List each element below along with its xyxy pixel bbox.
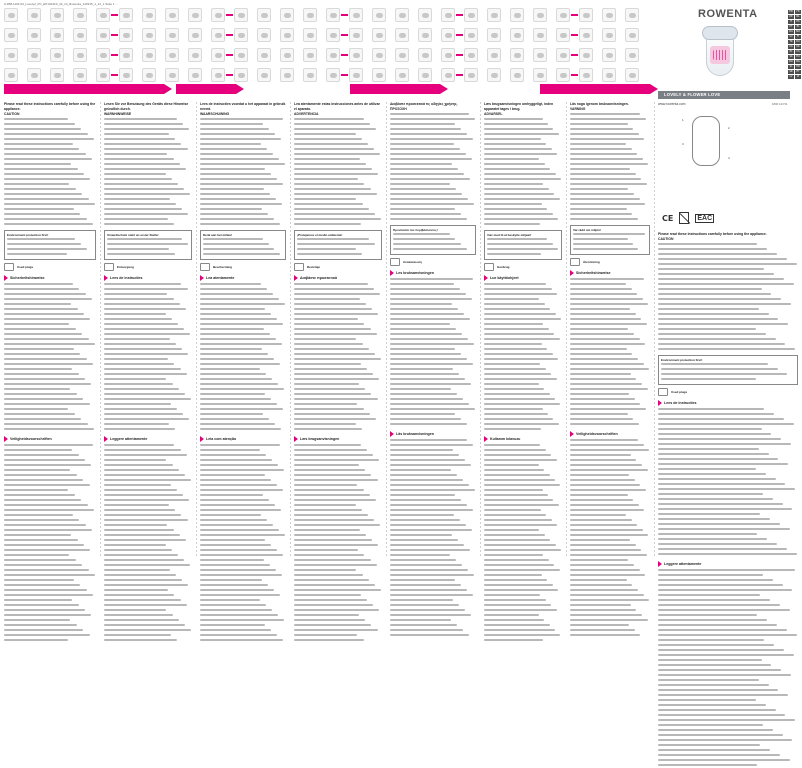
figure-thumbnail bbox=[602, 68, 616, 82]
figure-thumbnail bbox=[464, 68, 478, 82]
figure-arrow bbox=[226, 74, 233, 76]
figure-thumbnail bbox=[441, 8, 455, 22]
caution-label: WARNHINWEISE bbox=[104, 112, 132, 116]
figure-thumbnail bbox=[395, 28, 409, 42]
language-code: EL bbox=[796, 25, 800, 28]
brand-panel bbox=[658, 0, 802, 100]
brand-logo: ROWENTA bbox=[698, 8, 758, 20]
figure-thumbnail bbox=[602, 8, 616, 22]
language-code: LT bbox=[796, 75, 800, 78]
diagram-label: 3 bbox=[682, 142, 684, 146]
figure-thumbnail bbox=[234, 68, 248, 82]
section-heading: Lees de instructies bbox=[104, 275, 192, 281]
figure-thumbnail bbox=[165, 48, 179, 62]
language-code: NL bbox=[796, 15, 800, 18]
figure-arrow bbox=[341, 14, 348, 16]
figure-thumbnail bbox=[27, 8, 41, 22]
icon-caption: Bescherming bbox=[200, 263, 286, 271]
figure-thumbnail bbox=[303, 28, 317, 42]
figure-row bbox=[4, 28, 654, 46]
caution-label: CAUTION bbox=[658, 237, 674, 241]
figure-thumbnail bbox=[372, 28, 386, 42]
column-divider bbox=[480, 102, 481, 557]
product-band bbox=[658, 91, 790, 99]
figure-thumbnail bbox=[4, 48, 18, 62]
figure-thumbnail bbox=[211, 8, 225, 22]
text-column bbox=[658, 232, 798, 566]
figure-thumbnail bbox=[418, 48, 432, 62]
figure-thumbnail bbox=[326, 48, 340, 62]
figure-thumbnail bbox=[625, 8, 639, 22]
figure-arrow bbox=[111, 14, 118, 16]
column-divider bbox=[196, 102, 197, 557]
caution-label: CAUTION bbox=[4, 112, 20, 116]
icon-caption: Entsorgung bbox=[104, 263, 192, 271]
figure-thumbnail bbox=[349, 48, 363, 62]
figure-arrow bbox=[571, 74, 578, 76]
diagram-label: 2 bbox=[728, 126, 730, 130]
section-heading: Sicherheitshinweise bbox=[4, 275, 96, 281]
figure-arrow bbox=[341, 74, 348, 76]
language-code: PT bbox=[789, 25, 793, 28]
figure-thumbnail bbox=[602, 28, 616, 42]
language-code: SR bbox=[789, 70, 793, 73]
figure-thumbnail bbox=[211, 68, 225, 82]
text-column bbox=[390, 102, 476, 557]
website: www.rowenta.com bbox=[658, 102, 686, 106]
diagram-label: 1 bbox=[682, 118, 684, 122]
figure-thumbnail bbox=[418, 68, 432, 82]
figure-thumbnail bbox=[234, 28, 248, 42]
section-heading: Læs brugsanvisningen bbox=[294, 436, 382, 442]
figure-thumbnail bbox=[349, 28, 363, 42]
section-heading: Leia com atenção bbox=[200, 436, 286, 442]
product-name: LOVELY & FLOWER LOVE bbox=[664, 92, 721, 97]
figure-thumbnail bbox=[165, 68, 179, 82]
figure-thumbnail bbox=[625, 68, 639, 82]
environment-box: Vær med til at beskytte miljøet! bbox=[484, 230, 562, 260]
figure-thumbnail bbox=[556, 68, 570, 82]
caution-label: ADVARSEL bbox=[484, 112, 503, 116]
figure-thumbnail bbox=[464, 28, 478, 42]
language-code: FI bbox=[796, 35, 800, 38]
figure-thumbnail bbox=[188, 8, 202, 22]
figure-thumbnail bbox=[326, 8, 340, 22]
figure-arrow bbox=[456, 34, 463, 36]
figure-thumbnail bbox=[119, 48, 133, 62]
figure-thumbnail bbox=[96, 8, 110, 22]
accent-band bbox=[176, 84, 236, 94]
figure-arrow bbox=[111, 74, 118, 76]
figure-thumbnail bbox=[119, 68, 133, 82]
epilator-image bbox=[700, 26, 740, 78]
figure-thumbnail bbox=[119, 28, 133, 42]
figure-thumbnail bbox=[96, 48, 110, 62]
icon-caption: Used plugs bbox=[4, 263, 96, 271]
section-heading: Lea atentamente bbox=[200, 275, 286, 281]
figure-thumbnail bbox=[257, 28, 271, 42]
language-code: RO bbox=[789, 60, 793, 63]
caution-label: ΠΡΟΣΟΧΗ bbox=[390, 107, 407, 111]
eac-mark: EAC bbox=[697, 214, 713, 222]
figure-thumbnail bbox=[50, 48, 64, 62]
figure-thumbnail bbox=[119, 8, 133, 22]
figure-thumbnail bbox=[50, 28, 64, 42]
figure-thumbnail bbox=[257, 48, 271, 62]
figure-thumbnail bbox=[326, 68, 340, 82]
figure-thumbnail bbox=[510, 68, 524, 82]
language-code: SL bbox=[789, 65, 793, 68]
environment-box: Environment protection first! bbox=[4, 230, 96, 260]
figure-thumbnail bbox=[211, 48, 225, 62]
figure-arrow bbox=[456, 14, 463, 16]
language-grid bbox=[788, 10, 802, 80]
language-code: HR bbox=[796, 65, 800, 68]
language-code: ET bbox=[796, 70, 800, 73]
figure-thumbnail bbox=[165, 28, 179, 42]
column-divider bbox=[566, 102, 567, 557]
figure-thumbnail bbox=[625, 48, 639, 62]
weee-bin-icon bbox=[679, 212, 689, 224]
figure-thumbnail bbox=[579, 8, 593, 22]
figure-thumbnail bbox=[533, 28, 547, 42]
column-divider bbox=[100, 102, 101, 557]
figure-thumbnail bbox=[27, 68, 41, 82]
figure-arrow bbox=[111, 34, 118, 36]
figure-arrow bbox=[456, 54, 463, 56]
figure-thumbnail bbox=[257, 8, 271, 22]
environment-box: Προστασία του περιβάλλοντος! bbox=[390, 225, 476, 255]
icon-caption: Genbrug bbox=[484, 263, 562, 271]
text-column bbox=[294, 102, 382, 557]
environment-box: Environment protection first! bbox=[658, 355, 798, 385]
figure-thumbnail bbox=[4, 8, 18, 22]
figure-thumbnail bbox=[96, 28, 110, 42]
language-code: LV bbox=[789, 75, 793, 78]
figure-thumbnail bbox=[211, 28, 225, 42]
figure-thumbnail bbox=[142, 68, 156, 82]
figure-thumbnail bbox=[395, 68, 409, 82]
accent-band bbox=[350, 84, 440, 94]
icon-caption: Reciclaje bbox=[294, 263, 382, 271]
language-code: HU bbox=[796, 55, 800, 58]
figure-strip bbox=[4, 8, 654, 90]
figure-thumbnail bbox=[510, 48, 524, 62]
column-heading: Læs brugsanvisningen omhyggeligt, inden apparatet tages i brug. bbox=[484, 102, 554, 111]
caution-label: VARNING bbox=[570, 107, 586, 111]
environment-box: Denk aan het milieu! bbox=[200, 230, 286, 260]
figure-thumbnail bbox=[142, 28, 156, 42]
figure-arrow bbox=[571, 14, 578, 16]
column-divider bbox=[386, 102, 387, 557]
section-heading: Veiligheidsvoorschriften bbox=[4, 436, 96, 442]
figure-thumbnail bbox=[73, 48, 87, 62]
figure-thumbnail bbox=[303, 68, 317, 82]
language-code: TR bbox=[789, 40, 793, 43]
figure-thumbnail bbox=[142, 8, 156, 22]
figure-thumbnail bbox=[165, 8, 179, 22]
figure-thumbnail bbox=[602, 48, 616, 62]
caution-label: WAARSCHUWING bbox=[200, 112, 230, 116]
caution-label: ADVERTENCIA bbox=[294, 112, 319, 116]
figure-thumbnail bbox=[395, 8, 409, 22]
figure-thumbnail bbox=[510, 28, 524, 42]
figure-thumbnail bbox=[73, 28, 87, 42]
environment-box: Var rädd om miljön! bbox=[570, 225, 650, 255]
figure-thumbnail bbox=[464, 48, 478, 62]
section-heading: Leggere attentamente bbox=[658, 561, 798, 567]
language-code: IT bbox=[789, 20, 793, 23]
column-heading: Lea atentamente estas instrucciones antes de utilizar el aparato. bbox=[294, 102, 380, 111]
icon-caption: Återvinning bbox=[570, 258, 650, 266]
section-heading: Leggere attentamente bbox=[104, 436, 192, 442]
figure-thumbnail bbox=[441, 28, 455, 42]
ce-mark: CE bbox=[662, 213, 674, 223]
column-heading: Lees de instructies voordat u het apparaat in gebruik neemt. bbox=[200, 102, 286, 111]
figure-thumbnail bbox=[349, 68, 363, 82]
column-heading: Läs noga igenom bruksanvisningen. bbox=[570, 102, 629, 106]
figure-arrow bbox=[341, 54, 348, 56]
figure-thumbnail bbox=[73, 68, 87, 82]
figure-thumbnail bbox=[510, 8, 524, 22]
figure-thumbnail bbox=[349, 8, 363, 22]
figure-thumbnail bbox=[96, 68, 110, 82]
figure-thumbnail bbox=[579, 68, 593, 82]
parts-diagram bbox=[678, 112, 740, 170]
figure-thumbnail bbox=[441, 48, 455, 62]
figure-thumbnail bbox=[303, 48, 317, 62]
figure-thumbnail bbox=[4, 28, 18, 42]
figure-thumbnail bbox=[556, 48, 570, 62]
figure-thumbnail bbox=[533, 48, 547, 62]
language-code: NO bbox=[796, 30, 800, 33]
figure-thumbnail bbox=[372, 68, 386, 82]
text-column bbox=[200, 102, 286, 557]
figure-thumbnail bbox=[372, 48, 386, 62]
figure-thumbnail bbox=[50, 68, 64, 82]
text-column bbox=[570, 102, 650, 557]
figure-thumbnail bbox=[303, 8, 317, 22]
figure-arrow bbox=[571, 34, 578, 36]
figure-arrow bbox=[341, 34, 348, 36]
figure-thumbnail bbox=[487, 8, 501, 22]
figure-thumbnail bbox=[50, 8, 64, 22]
figure-thumbnail bbox=[73, 8, 87, 22]
language-code: KK bbox=[796, 45, 800, 48]
section-heading: Διαβάστε προσεκτικά bbox=[294, 275, 382, 281]
figure-thumbnail bbox=[441, 68, 455, 82]
column-divider bbox=[290, 102, 291, 557]
figure-thumbnail bbox=[625, 28, 639, 42]
figure-arrow bbox=[226, 34, 233, 36]
figure-arrow bbox=[571, 54, 578, 56]
figure-thumbnail bbox=[188, 48, 202, 62]
language-code: BG bbox=[796, 60, 800, 63]
text-column bbox=[4, 102, 96, 557]
figure-thumbnail bbox=[280, 68, 294, 82]
figure-thumbnail bbox=[188, 28, 202, 42]
figure-arrow bbox=[226, 14, 233, 16]
section-heading: Lees de instructies bbox=[658, 400, 798, 406]
environment-box: Umweltschutz steht an erster Stelle! bbox=[104, 230, 192, 260]
figure-thumbnail bbox=[464, 8, 478, 22]
figure-thumbnail bbox=[326, 28, 340, 42]
language-code: ES bbox=[796, 20, 800, 23]
figure-arrow bbox=[226, 54, 233, 56]
language-code: DE bbox=[789, 15, 793, 18]
file-header: 0-1B8-1104-03_Lovely2_PC_EP1024F0_32_14_Rowenta_1d0315_1_12_1 Seite 1 ... bbox=[4, 2, 118, 6]
figure-thumbnail bbox=[487, 28, 501, 42]
column-heading: Please read these instructions carefully before using the appliance. bbox=[4, 102, 96, 111]
language-code: RU bbox=[796, 40, 800, 43]
figure-thumbnail bbox=[234, 8, 248, 22]
figure-row bbox=[4, 48, 654, 66]
figure-thumbnail bbox=[4, 68, 18, 82]
language-code: UK bbox=[789, 45, 793, 48]
diagram-label: 4 bbox=[728, 156, 730, 160]
language-code: SK bbox=[789, 55, 793, 58]
figure-thumbnail bbox=[27, 48, 41, 62]
accent-band bbox=[4, 84, 164, 94]
icon-caption: Ανακύκλωση bbox=[390, 258, 476, 266]
text-column bbox=[484, 102, 562, 557]
figure-row bbox=[4, 8, 654, 26]
certification-marks bbox=[662, 212, 714, 224]
figure-thumbnail bbox=[142, 48, 156, 62]
icon-caption: Used plugs bbox=[658, 388, 798, 396]
column-heading: Διαβάστε προσεκτικά τις οδηγίες χρήσης. bbox=[390, 102, 458, 106]
accent-band bbox=[540, 84, 650, 94]
figure-thumbnail bbox=[280, 8, 294, 22]
figure-thumbnail bbox=[418, 8, 432, 22]
figure-thumbnail bbox=[257, 68, 271, 82]
figure-thumbnail bbox=[579, 48, 593, 62]
figure-arrow bbox=[111, 54, 118, 56]
figure-thumbnail bbox=[487, 48, 501, 62]
column-heading: Lesen Sie vor Benutzung des Geräts diese Hinweise gründlich durch. bbox=[104, 102, 189, 111]
section-heading: Lue käyttöohjeet bbox=[484, 275, 562, 281]
text-column bbox=[104, 102, 192, 557]
section-heading: Veiligheidsvoorschriften bbox=[570, 431, 650, 437]
figure-thumbnail bbox=[188, 68, 202, 82]
language-code: DA bbox=[789, 30, 793, 33]
figure-thumbnail bbox=[533, 8, 547, 22]
figure-arrow bbox=[456, 74, 463, 76]
figure-thumbnail bbox=[579, 28, 593, 42]
figure-thumbnail bbox=[395, 48, 409, 62]
language-code: EN bbox=[789, 10, 793, 13]
section-heading: Läs bruksanvisningen bbox=[390, 431, 476, 437]
reference-number: 1800 123 51 bbox=[772, 102, 788, 106]
figure-thumbnail bbox=[533, 68, 547, 82]
figure-thumbnail bbox=[280, 48, 294, 62]
language-code: PL bbox=[789, 50, 793, 53]
language-code: FR bbox=[796, 10, 800, 13]
environment-box: ¡Protejamos el medio ambiente! bbox=[294, 230, 382, 260]
section-heading: Les bruksanvisningen bbox=[390, 270, 476, 276]
language-code: SV bbox=[789, 35, 793, 38]
figure-thumbnail bbox=[487, 68, 501, 82]
figure-thumbnail bbox=[372, 8, 386, 22]
section-heading: Kullanım kılavuzu bbox=[484, 436, 562, 442]
figure-thumbnail bbox=[556, 28, 570, 42]
figure-thumbnail bbox=[418, 28, 432, 42]
figure-thumbnail bbox=[556, 8, 570, 22]
column-divider bbox=[654, 102, 655, 557]
section-heading: Sicherheitshinweise bbox=[570, 270, 650, 276]
column-heading: Please read these instructions carefully before using the appliance. bbox=[658, 232, 767, 236]
figure-thumbnail bbox=[234, 48, 248, 62]
figure-thumbnail bbox=[27, 28, 41, 42]
language-code: CS bbox=[796, 50, 800, 53]
figure-thumbnail bbox=[280, 28, 294, 42]
